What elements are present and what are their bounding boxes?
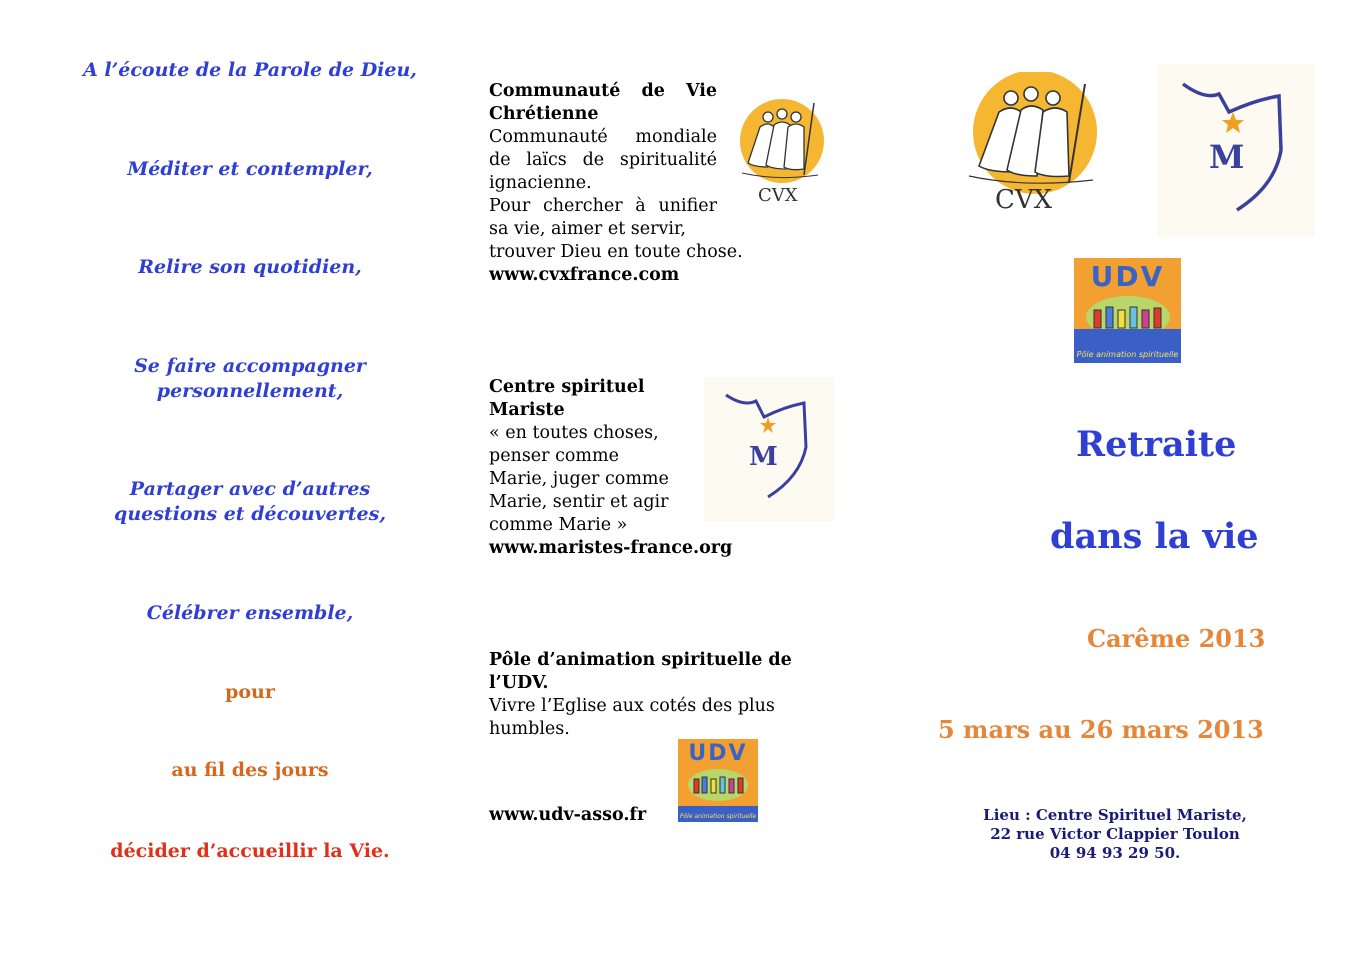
mariste-title-a: Centre spirituel — [489, 377, 645, 397]
mariste-title-b: Mariste — [489, 400, 565, 420]
cover-title-1: Retraite — [1076, 424, 1237, 465]
udv-logo-large-sub: Pôle animation spirituelle — [1076, 350, 1179, 359]
left-line-6: Célébrer ensemble, — [146, 602, 354, 624]
cvx-desc-6: trouver Dieu en toute chose. — [489, 242, 743, 262]
cvx-desc-4: Pour chercher à unifier — [489, 196, 717, 216]
cvx-desc-1: Communauté mondiale — [489, 127, 717, 147]
udv-logo-large — [1074, 258, 1181, 363]
left-line-8: au fil des jours — [171, 759, 329, 781]
cvx-title-b: Chrétienne — [489, 104, 599, 124]
left-line-2: Méditer et contempler, — [127, 158, 373, 180]
cvx-block — [489, 80, 743, 287]
cover-season: Carême 2013 — [1087, 624, 1266, 653]
left-line-1: A l’écoute de la Parole de Dieu, — [83, 59, 417, 81]
cover-dates: 5 mars au 26 mars 2013 — [938, 715, 1264, 744]
cover-title-2: dans la vie — [1050, 516, 1259, 557]
left-line-7: pour — [225, 681, 275, 703]
cvx-logo-small — [738, 95, 828, 207]
udv-title-a: Pôle d’animation spirituelle de — [489, 650, 792, 670]
udv-block — [489, 649, 809, 741]
cvx-logo-large — [965, 72, 1105, 214]
udv-url[interactable]: www.udv-asso.fr — [489, 805, 647, 825]
udv-logo-small — [678, 739, 758, 822]
left-line-4a: Se faire accompagner — [134, 355, 366, 377]
mariste-desc-3: Marie, juger comme — [489, 469, 669, 489]
udv-desc-1: Vivre l’Eglise aux cotés des plus — [489, 696, 775, 716]
left-line-3: Relire son quotidien, — [138, 256, 362, 278]
mariste-desc-4: Marie, sentir et agir — [489, 492, 669, 512]
mariste-logo-large — [1157, 64, 1315, 237]
cvx-logo-small-text: CVX — [758, 185, 798, 206]
cvx-desc-5: sa vie, aimer et servir, — [489, 219, 686, 239]
cvx-logo-large-text: CVX — [995, 185, 1053, 214]
cvx-desc-3: ignacienne. — [489, 173, 592, 193]
udv-logo-small-sub: Pôle animation spirituelle — [679, 813, 757, 820]
left-line-4b: personnellement, — [156, 380, 344, 402]
cvx-desc-2: de laïcs de spiritualité — [489, 150, 717, 170]
cvx-url[interactable]: www.cvxfrance.com — [489, 265, 680, 285]
lieu-line-1: Lieu : Centre Spirituel Mariste, — [983, 806, 1247, 824]
left-line-5a: Partager avec d’autres — [129, 478, 371, 500]
mariste-desc-2: penser comme — [489, 446, 619, 466]
mariste-desc-5: comme Marie » — [489, 515, 628, 535]
mariste-desc-1: « en toutes choses, — [489, 423, 659, 443]
udv-desc-2: humbles. — [489, 719, 570, 739]
mariste-logo-small — [704, 377, 834, 522]
mariste-url[interactable]: www.maristes-france.org — [489, 538, 733, 558]
svg-text:M: M — [749, 442, 778, 472]
svg-text:M: M — [1209, 138, 1245, 176]
udv-title-b: l’UDV. — [489, 673, 549, 693]
left-line-9: décider d’accueillir la Vie. — [110, 840, 390, 862]
lieu-line-3: 04 94 93 29 50. — [1049, 844, 1181, 862]
udv-logo-small-text: UDV — [688, 741, 748, 766]
lieu-line-2: 22 rue Victor Clappier Toulon — [990, 825, 1240, 843]
udv-logo-large-text: UDV — [1090, 260, 1165, 293]
left-line-5b: questions et découvertes, — [114, 503, 386, 525]
cvx-title-a: Communauté de Vie — [489, 81, 717, 101]
udv-people-icon — [686, 767, 750, 803]
